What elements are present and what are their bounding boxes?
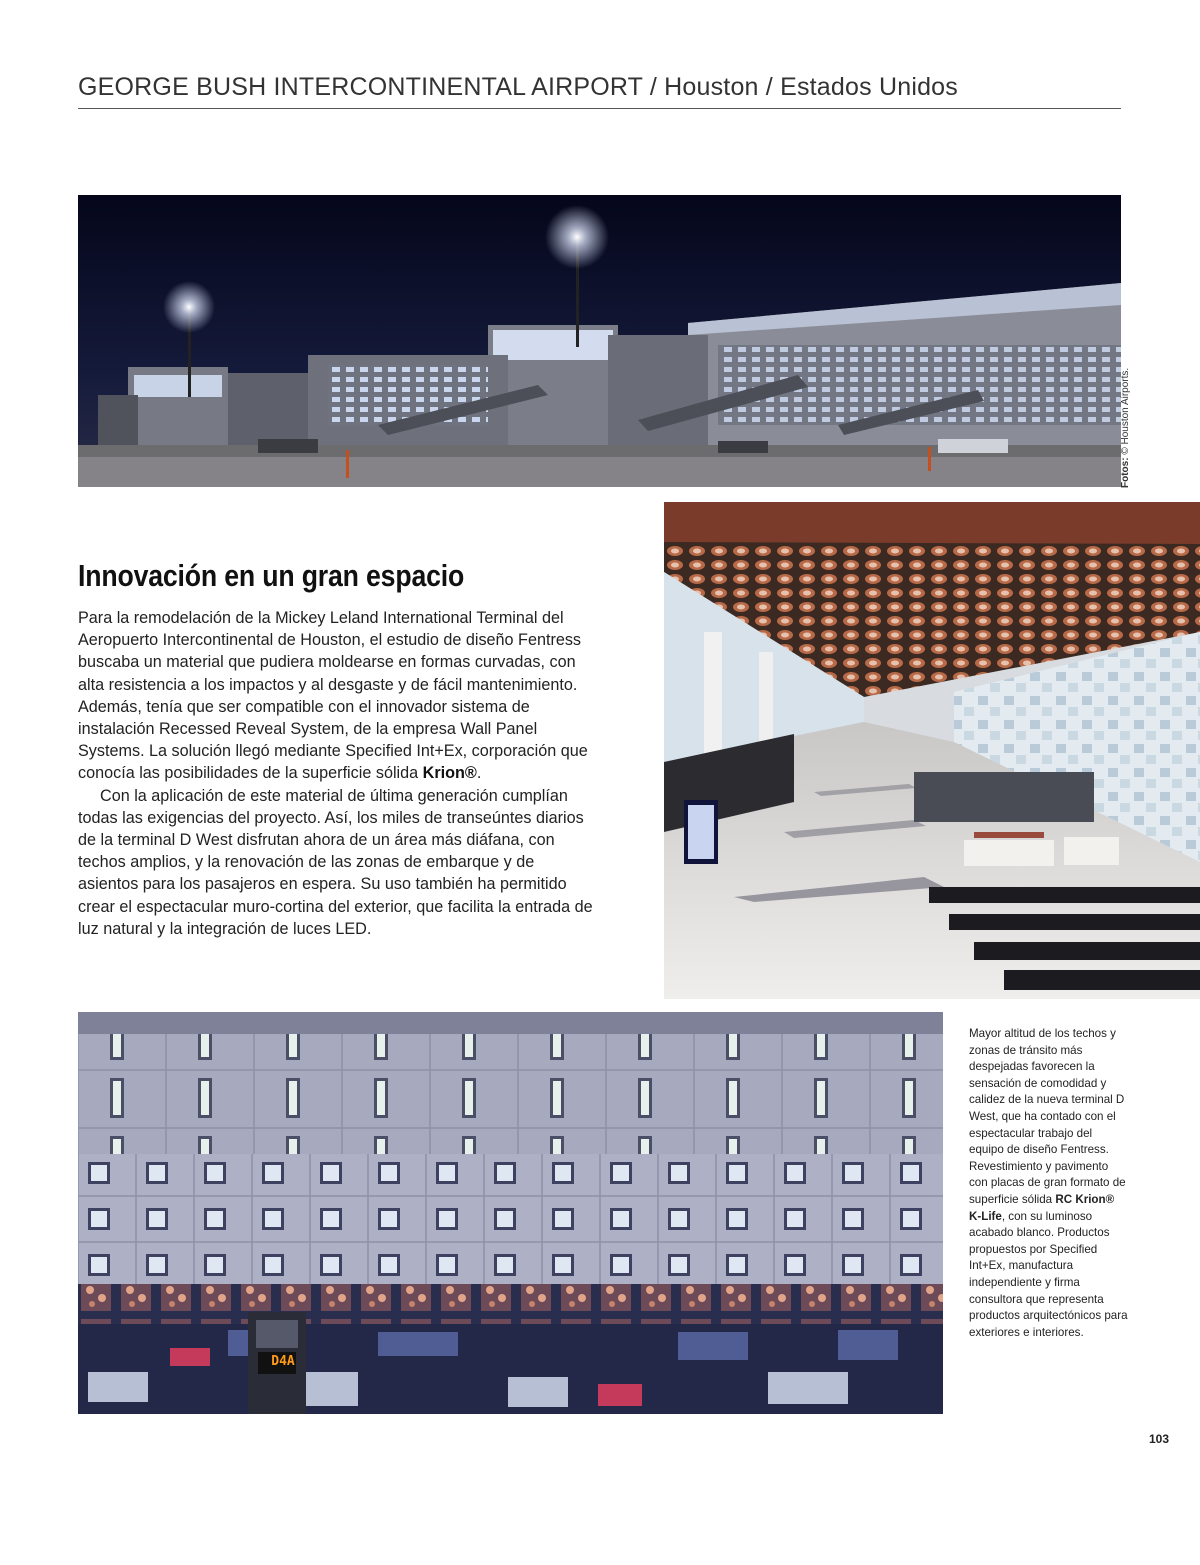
photo-credit-text: © Houston Airports. bbox=[1120, 367, 1131, 458]
article-paragraph-1 bbox=[78, 607, 598, 785]
gate-sign-text: D4A bbox=[271, 1354, 295, 1369]
page-number: 103 bbox=[1149, 1432, 1170, 1446]
article-paragraph-1-end: . bbox=[476, 764, 482, 783]
article-paragraph-2: Con la aplicación de este material de última generación cumplían todas las exigencias del proyecto. Así, los miles de transeúntes diarios de la terminal D West disfrutan ahora de un área más diáfana, con techos amplios, y la renovación de las zonas de embarque y de asientos para los pasajeros en espera. Su uso también ha permitido crear el espectacular muro-cortina del exterior, que facilita la entrada de luz natural y la integración de luces LED. bbox=[78, 786, 593, 938]
photo-terminal-interior bbox=[664, 502, 1200, 999]
article-paragraph-1-text: Para la remodelación de la Mickey Leland International Terminal del Aeropuerto Intercontinental de Houston, el estudio de diseño Fentress buscaba un material que pudiera moldearse en formas curvadas, con alta resistencia a los impactos y al desgaste y de fácil mantenimiento. Además, tenía que ser compatible con el innovador sistema de instalación Recessed Reveal System, de la empresa Wall Panel Systems. La solución llegó mediante Specified Int+Ex, corporación que conocía las posibilidades de la superficie sólida bbox=[78, 609, 588, 783]
photo-credit bbox=[1120, 368, 1131, 488]
photo-curtain-wall bbox=[78, 1012, 943, 1414]
photo-terminal-exterior-night bbox=[78, 195, 1121, 487]
header-rule bbox=[78, 108, 1121, 109]
caption-text-1: Mayor altitud de los techos y zonas de tránsito más despejadas favorecen la sensación de comodidad y calidez de la nueva terminal D West, que ha contado con el espectacular trabajo del equipo de diseño Fentress. Revestimiento y pavimento con placas de gran formato de superficie sólida bbox=[969, 1027, 1126, 1206]
photo-caption bbox=[969, 1026, 1129, 1341]
article-body bbox=[78, 607, 598, 940]
running-header: GEORGE BUSH INTERCONTINENTAL AIRPORT / Houston / Estados Unidos bbox=[78, 73, 958, 101]
brand-krion: Krion® bbox=[422, 764, 477, 783]
article-title: Innovación en un gran espacio bbox=[78, 558, 465, 593]
caption-brand: RC Krion® K-Life bbox=[969, 1192, 1115, 1223]
caption-text-2: , con su luminoso acabado blanco. Productos propuestos por Specified Int+Ex, manufactura independiente y firma consultora que representa productos arquitectónicos para exteriores e interiores. bbox=[969, 1209, 1128, 1339]
photo-credit-label: Fotos: bbox=[1120, 457, 1131, 488]
